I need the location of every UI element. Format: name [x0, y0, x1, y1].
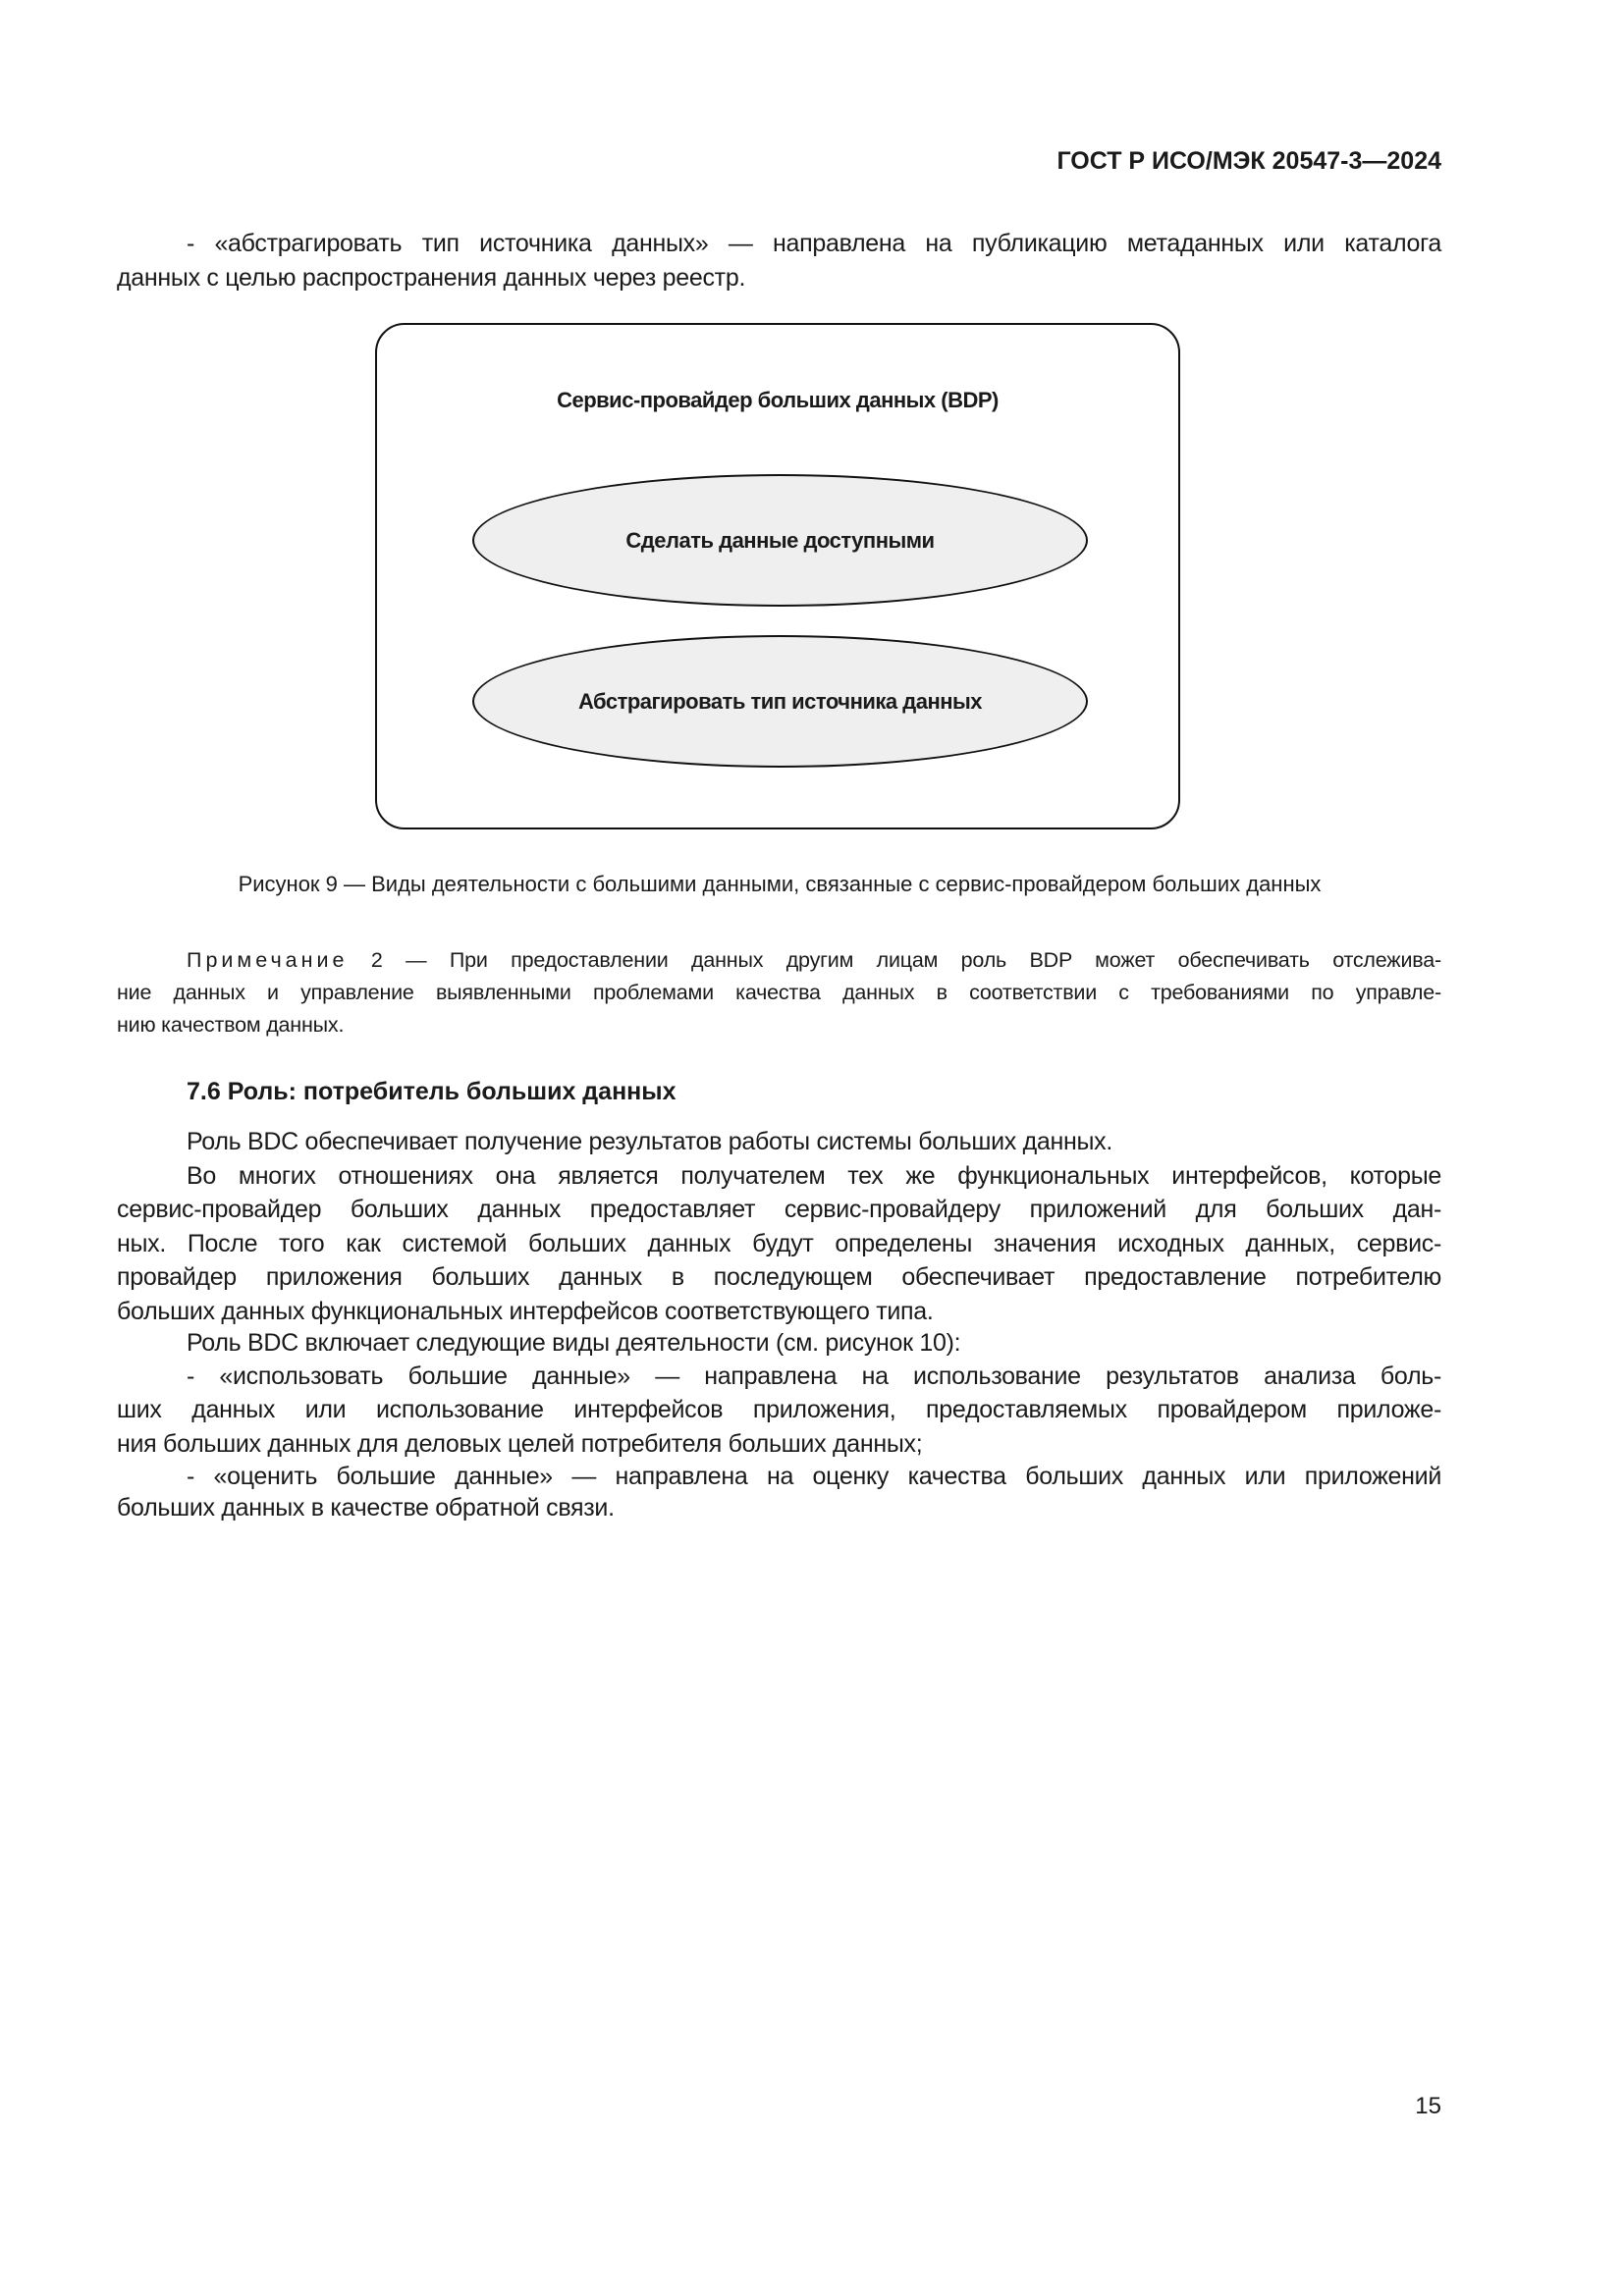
body-line: больших данных в качестве обратной связи.	[117, 1494, 615, 1522]
note-line: нию качеством данных.	[117, 1013, 345, 1037]
note-text: 2 — При предоставлении данных другим лицам роль BDP может обеспечивать отслежива-	[370, 948, 1441, 972]
figure-title: Сервис-провайдер больших данных (BDP)	[557, 388, 999, 412]
document-header: ГОСТ Р ИСО/МЭК 20547-3—2024	[1056, 147, 1441, 175]
figure-caption: Рисунок 9 — Виды деятельности с большими данными, связанные с сервис-провайдером больших данных	[238, 872, 1322, 896]
body-line: Роль BDC включает следующие виды деятельности (см. рисунок 10):	[187, 1329, 961, 1357]
paragraph-line: - «абстрагировать тип источника данных» — направлена на публикацию метаданных или каталога	[187, 230, 1441, 257]
note-label: Примечание	[187, 948, 349, 972]
note-line	[187, 945, 1441, 975]
paragraph-line: данных с целью распространения данных через реестр.	[117, 264, 746, 292]
body-line: - «оценить большие данные» — направлена на оценку качества больших данных или приложений	[187, 1463, 1441, 1490]
section-heading: 7.6 Роль: потребитель больших данных	[187, 1078, 677, 1105]
body-line: ния больших данных для деловых целей потребителя больших данных;	[117, 1430, 923, 1458]
body-line: Роль BDC обеспечивает получение результатов работы системы больших данных.	[187, 1128, 1112, 1155]
activity-label: Сделать данные доступными	[625, 527, 935, 553]
activity-ellipse	[472, 474, 1088, 607]
body-line: сервис-провайдер больших данных предоставляет сервис-провайдеру приложений для больших дан-	[117, 1196, 1441, 1223]
page-number: 15	[1415, 2093, 1441, 2119]
activity-label: Абстрагировать тип источника данных	[577, 688, 983, 714]
body-line: провайдер приложения больших данных в последующем обеспечивает предоставление потребителю	[117, 1263, 1441, 1291]
body-line: Во многих отношениях она является получателем тех же функциональных интерфейсов, которые	[187, 1162, 1441, 1190]
activity-ellipse	[472, 635, 1088, 768]
body-line: ных. После того как системой больших данных будут определены значения исходных данных, сервис-	[117, 1230, 1441, 1257]
note-line: ние данных и управление выявленными проблемами качества данных в соответствии с требованиями по управле-	[117, 981, 1441, 1004]
body-line: ших данных или использование интерфейсов приложения, предоставляемых провайдером приложе-	[117, 1396, 1441, 1423]
body-line: - «использовать большие данные» — направлена на использование результатов анализа боль-	[187, 1362, 1441, 1390]
body-line: больших данных функциональных интерфейсов соответствующего типа.	[117, 1298, 934, 1325]
